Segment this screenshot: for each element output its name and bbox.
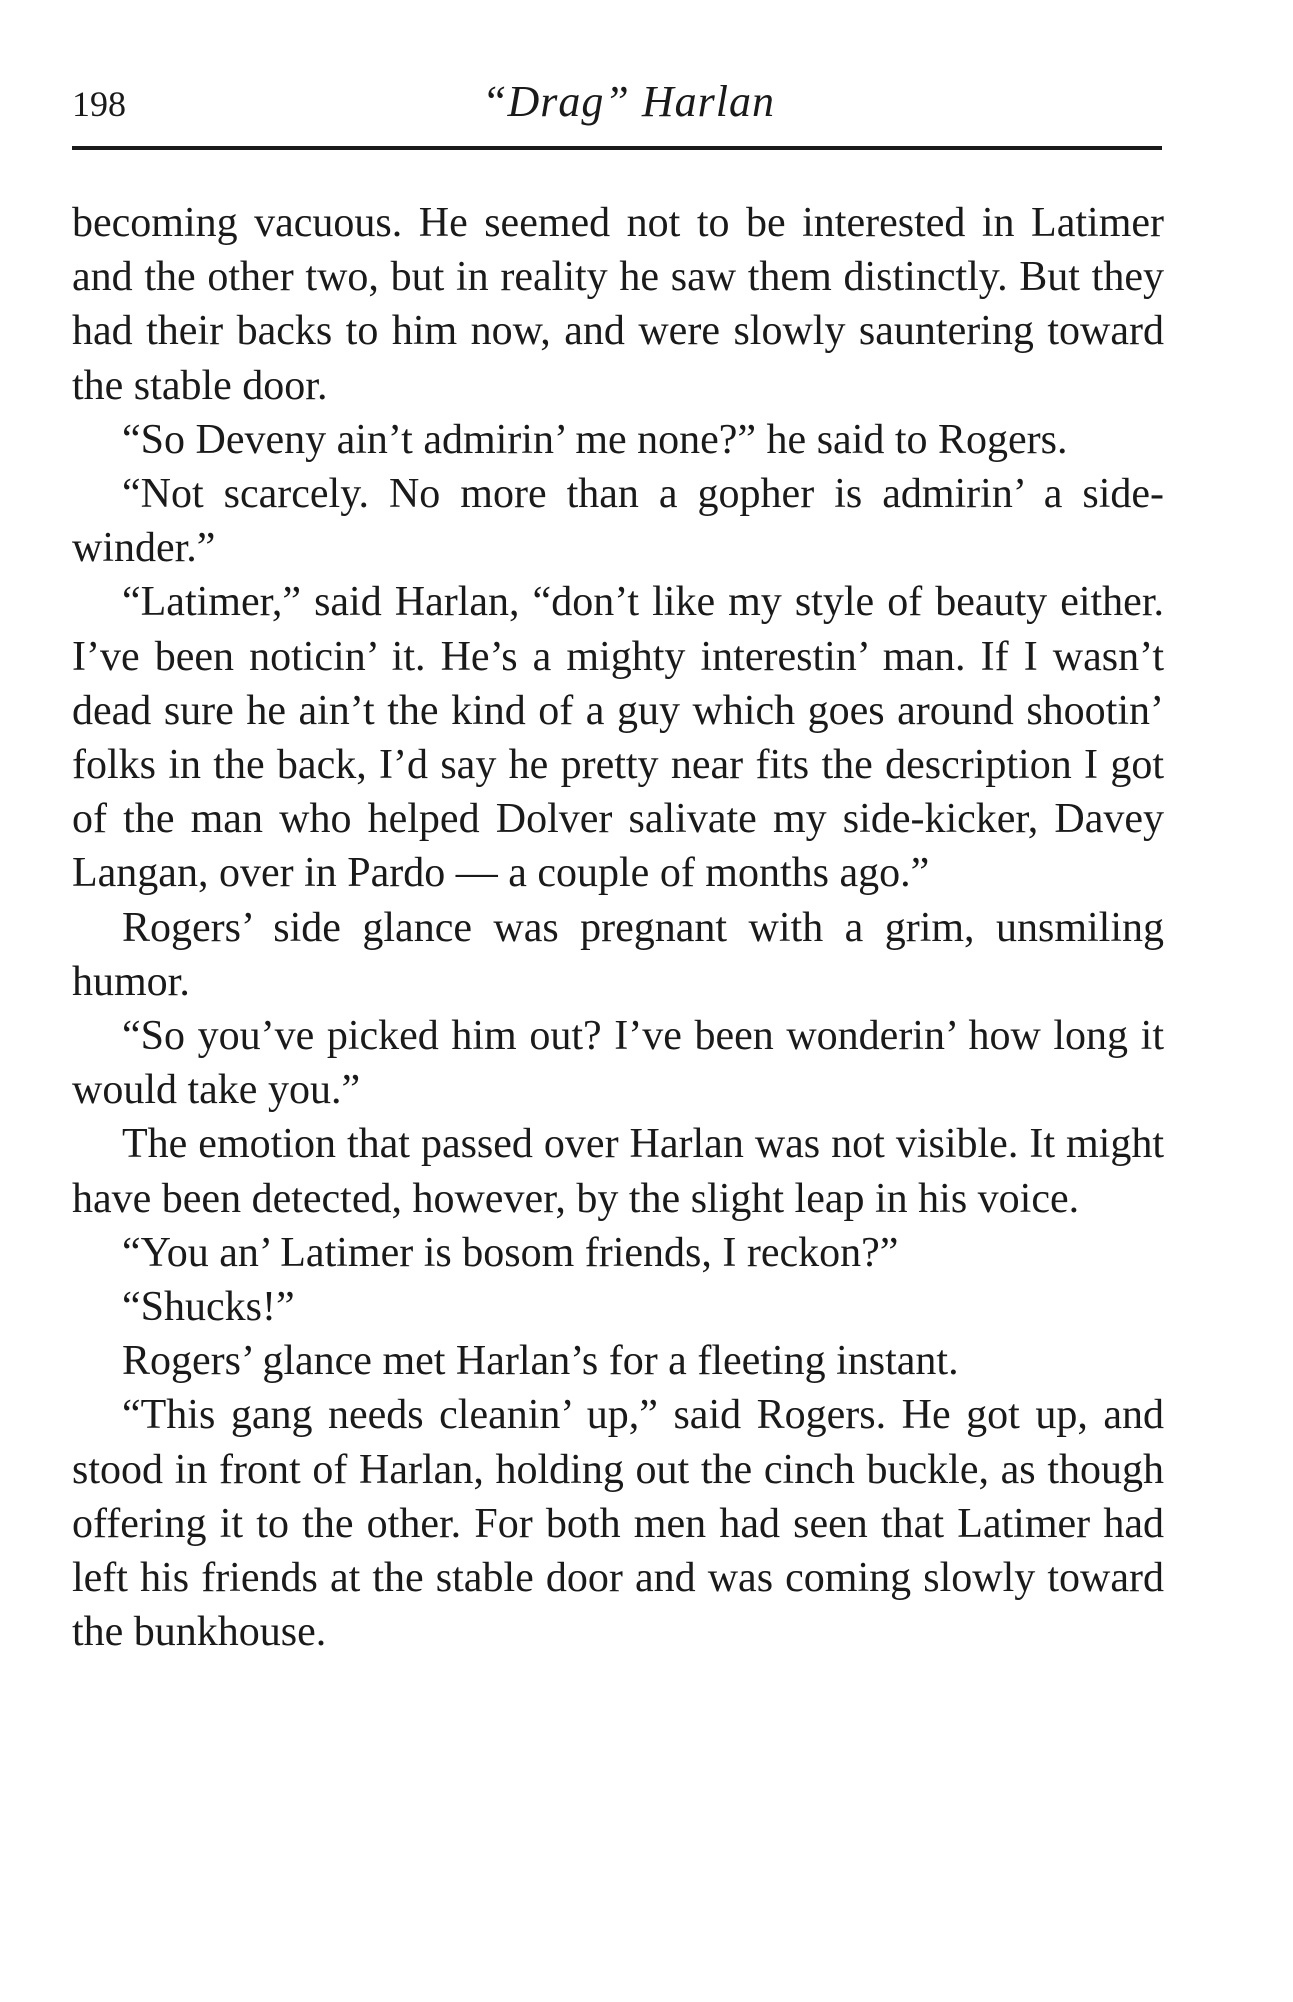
running-title: “Drag” Harlan xyxy=(482,77,775,126)
paragraph: “Shucks!” xyxy=(122,1284,295,1331)
paragraph: “Latimer,” said Harlan, “don’t like my style of beauty either. I’ve been noticin’ it. He’s a mighty interestin’ man. If I wasn’t dead sure he ain’t the kind of a guy which goes around shootin’ folks in the back, I’d say he pretty near fits the description I got of the man who helped Dolver salivate my side-kicker, Davey Langan, over in Pardo — a couple of months ago.” xyxy=(72,579,1164,897)
paragraph: “So you’ve picked him out? I’ve been wonderin’ how long it would take you.” xyxy=(72,1013,1164,1114)
paragraph: “Not scarcely. No more than a gopher is admirin’ a side-winder.” xyxy=(72,471,1164,572)
page-number: 198 xyxy=(72,84,126,124)
running-head xyxy=(72,78,1162,138)
paragraph: Rogers’ side glance was pregnant with a grim, unsmiling humor. xyxy=(72,904,1164,1005)
paragraph: The emotion that passed over Harlan was not visible. It might have been detected, however, by the slight leap in his voice. xyxy=(72,1121,1164,1222)
paragraph: “You an’ Latimer is bosom friends, I reckon?” xyxy=(122,1229,899,1276)
paragraph: Rogers’ glance met Harlan’s for a fleeting instant. xyxy=(122,1338,959,1385)
paragraph: becoming vacuous. He seemed not to be interested in Latimer and the other two, but in reality he saw them distinctly. But they had their backs to him now, and were slowly sauntering toward the stable door. xyxy=(72,200,1164,409)
header-rule xyxy=(72,146,1162,150)
paragraph: “So Deveny ain’t admirin’ me none?” he said to Rogers. xyxy=(122,416,1068,463)
paragraph: “This gang needs cleanin’ up,” said Rogers. He got up, and stood in front of Harlan, holding out the cinch buckle, as though offering it to the other. For both men had seen that Latimer had left his friends at the stable door and was coming slowly toward the bunkhouse. xyxy=(72,1392,1164,1656)
body-text xyxy=(72,196,1164,1659)
